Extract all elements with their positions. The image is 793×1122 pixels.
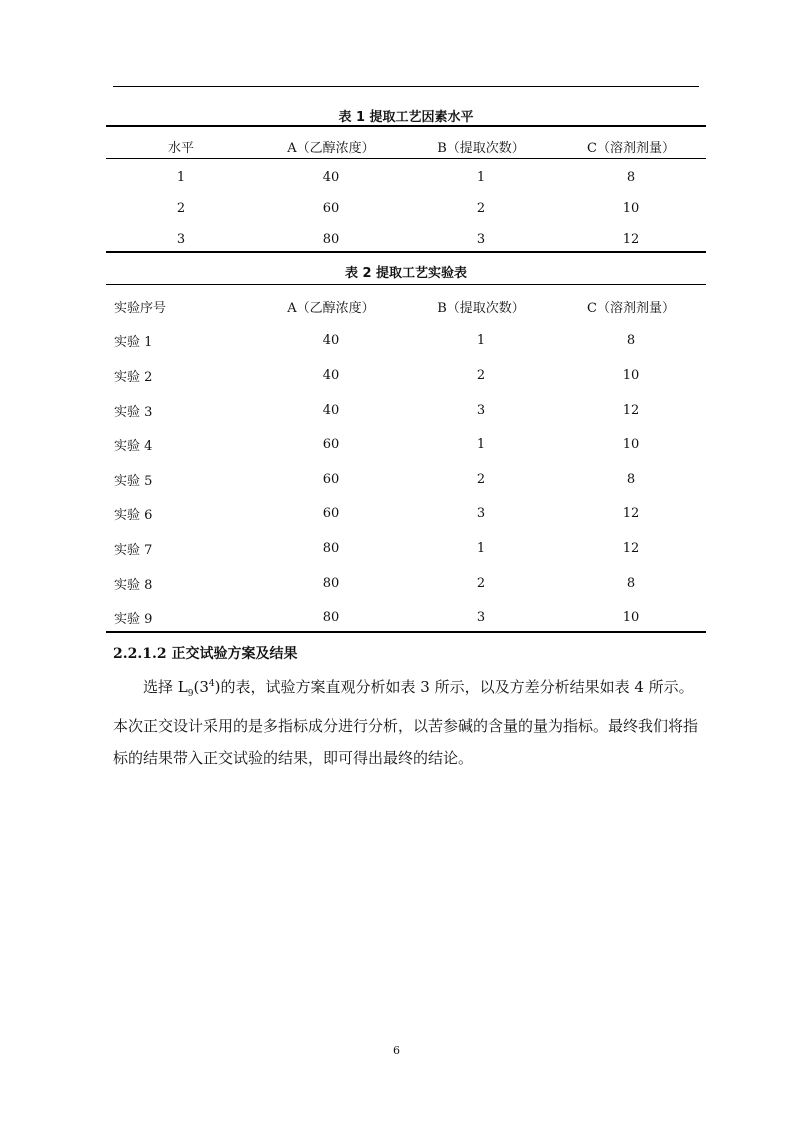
table2 (106, 289, 706, 635)
page-number: 6 (393, 1044, 400, 1057)
header-rule (113, 86, 699, 87)
table2-cell: 实验 8 (114, 577, 153, 593)
table2-cell: 10 (622, 437, 640, 453)
table1-header-cell: A（乙醇浓度） (287, 141, 375, 156)
table2-cell: 80 (322, 575, 340, 591)
table1-header-cell: C（溶剂剂量） (587, 141, 675, 156)
table1-cell: 60 (322, 201, 340, 216)
paragraph-rest: 的表，试验方案直观分析如表 3 所示，以及方差分析结果如表 4 所示。本次正交设计采用的是多指标成分进行分析，以苦参碱的含量的量为指标。最终我们将指标的结果带入正交试验的结果，即可得出最终的结论。 (113, 678, 699, 767)
table2-cell: 8 (626, 575, 636, 591)
table1-cell: 8 (626, 170, 636, 185)
table2-cell: 3 (476, 402, 486, 418)
table1-bottom-rule (106, 251, 706, 253)
table2-cell: 40 (322, 333, 340, 349)
table1-header-cell: 水平 (167, 141, 194, 156)
table1-cell: 12 (622, 232, 640, 247)
table2-cell: 12 (622, 506, 640, 522)
table2-cell: 40 (322, 367, 340, 383)
table1-cell: 3 (176, 232, 186, 247)
table2-cell: 10 (622, 610, 640, 626)
formula-base: (3 (193, 678, 209, 696)
formula-superscript: 4 (208, 679, 215, 689)
table1-cell: 80 (322, 232, 340, 247)
table2-cell: 实验 5 (114, 473, 153, 489)
table-row (106, 600, 706, 635)
table2-cell: 实验 6 (114, 508, 153, 524)
table1-cell: 10 (622, 201, 640, 216)
table1-cell: 1 (476, 170, 486, 185)
table-row (106, 497, 706, 532)
table2-caption: 表 2 提取工艺实验表 (344, 266, 468, 281)
formula-close: ) (214, 678, 221, 696)
table2-header-row (106, 289, 706, 324)
table1 (106, 131, 706, 255)
table2-cell: 2 (476, 575, 486, 591)
table-row (106, 462, 706, 497)
body-paragraph (113, 668, 701, 774)
table-row (106, 324, 706, 359)
formula-letter: L (177, 678, 188, 696)
paragraph-lead: 选择 (143, 678, 178, 696)
formula (177, 678, 221, 699)
table-row (106, 531, 706, 566)
table2-cell: 2 (476, 367, 486, 383)
table2-cell: 3 (476, 506, 486, 522)
table2-cell: 实验 2 (114, 369, 153, 385)
table2-cell: 80 (322, 610, 340, 626)
table2-cell: 实验 3 (114, 404, 153, 420)
table-row (106, 193, 706, 224)
table2-cell: 实验 4 (114, 439, 153, 455)
table1-top-rule (106, 125, 706, 127)
section-number: 2.2.1.2 (113, 646, 167, 662)
table2-cell: 实验 1 (114, 335, 153, 351)
table1-cell: 2 (476, 201, 486, 216)
table2-cell: 2 (476, 471, 486, 487)
table2-top-rule (106, 284, 706, 285)
table1-header-cell: B（提取次数） (437, 141, 525, 156)
table2-cell: 10 (622, 367, 640, 383)
table1-cell: 40 (322, 170, 340, 185)
table2-header-cell: A（乙醇浓度） (287, 300, 375, 316)
table1-header-rule (106, 158, 706, 159)
formula-subscript: 9 (187, 689, 194, 699)
table1-caption: 表 1 提取工艺因素水平 (338, 110, 474, 125)
table2-header-cell: 实验序号 (114, 300, 167, 316)
table2-cell: 1 (476, 540, 486, 556)
table2-bottom-rule (106, 631, 706, 633)
table2-cell: 60 (322, 471, 340, 487)
table2-cell: 8 (626, 333, 636, 349)
table2-header-cell: C（溶剂剂量） (587, 300, 675, 316)
table-row (106, 358, 706, 393)
table1-cell: 1 (176, 170, 186, 185)
table2-cell: 12 (622, 402, 640, 418)
table2-cell: 3 (476, 610, 486, 626)
section-heading (113, 643, 297, 663)
table1-cell: 2 (176, 201, 186, 216)
table-row (106, 162, 706, 193)
paragraph-text (113, 668, 701, 774)
table2-cell: 80 (322, 540, 340, 556)
table2-cell: 12 (622, 540, 640, 556)
table2-cell: 40 (322, 402, 340, 418)
table2-cell: 1 (476, 437, 486, 453)
table-row (106, 427, 706, 462)
table2-cell: 1 (476, 333, 486, 349)
table2-cell: 8 (626, 471, 636, 487)
table1-cell: 3 (476, 232, 486, 247)
table-row (106, 566, 706, 601)
table2-cell: 60 (322, 437, 340, 453)
table-row (106, 393, 706, 428)
table2-header-cell: B（提取次数） (437, 300, 525, 316)
table2-cell: 实验 9 (114, 612, 153, 628)
table2-cell: 60 (322, 506, 340, 522)
section-title: 正交试验方案及结果 (171, 646, 298, 662)
table2-cell: 实验 7 (114, 542, 153, 558)
